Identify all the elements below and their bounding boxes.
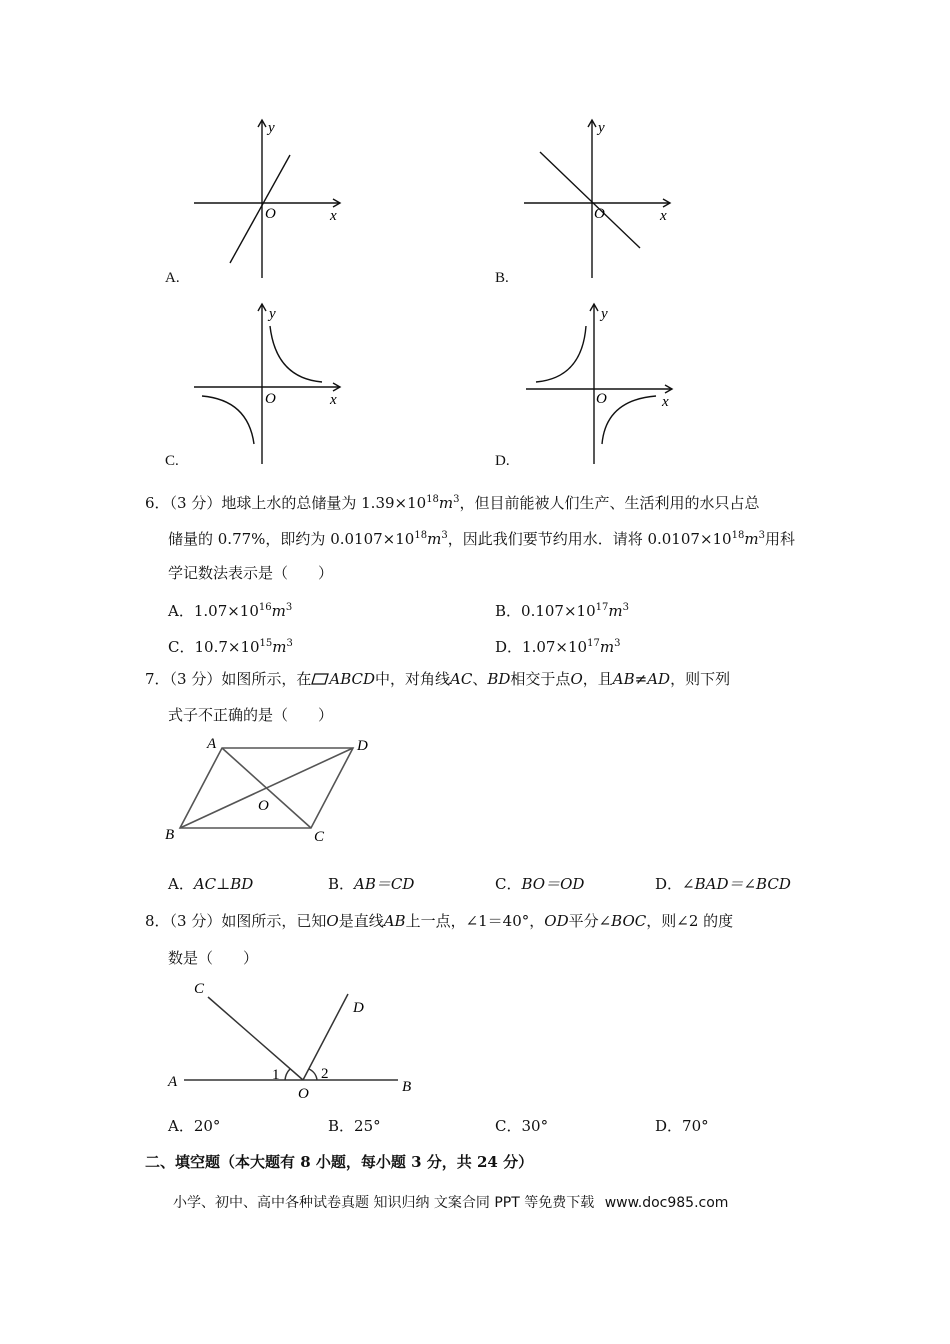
q8-line1: [145, 903, 733, 939]
graph-b-line: [540, 152, 640, 248]
option-letter: C．: [168, 638, 195, 656]
q7-score: （3 分）: [169, 670, 222, 688]
q8-text: 平分∠: [568, 912, 612, 930]
q7-line1: [145, 661, 730, 697]
graph-c-label: C.: [165, 453, 179, 469]
q7-text: 、: [472, 670, 488, 688]
graph-c-ylabel: y: [269, 306, 276, 322]
q6-unit: m: [744, 530, 759, 548]
q7-text: 相交于点: [510, 670, 571, 688]
point-o-label: O: [258, 798, 269, 814]
q6-line3: 学记数法表示是（ ）: [168, 564, 334, 582]
option-letter: B．: [495, 602, 522, 620]
q7-text: ，则下列: [670, 670, 731, 688]
q6-unit: m: [438, 494, 454, 512]
angle-1-label: 1: [272, 1067, 280, 1083]
option-unit: m: [272, 638, 287, 656]
q7-parallelogram-figure: [160, 732, 390, 847]
q8-text: 是直线: [338, 912, 384, 930]
q7-option-b[interactable]: [328, 866, 414, 902]
q7-option-c[interactable]: [495, 866, 584, 902]
q6-text: ，因此我们要节约用水．请将 0.0107×10: [447, 530, 732, 548]
q8-line2: 数是（ ）: [168, 949, 259, 967]
graph-c-xlabel: x: [330, 392, 337, 408]
graph-b-origin: O: [594, 206, 605, 222]
point-d-label: D: [357, 738, 368, 754]
graph-d-xlabel: x: [662, 394, 669, 410]
q6-exp: 18: [731, 530, 745, 541]
option-unit-exp: 3: [622, 602, 629, 613]
graph-d-curve-upper: [536, 326, 586, 382]
q6-text: ，但目前能被人们生产、生活利用的水只占总: [459, 494, 760, 512]
graph-c-curve-lower: [202, 396, 254, 444]
q6-option-b[interactable]: [495, 590, 629, 629]
option-letter: B．: [328, 1117, 355, 1135]
option-exp: 17: [587, 638, 600, 649]
option-exp: 15: [259, 638, 273, 649]
graph-b-label: B.: [495, 270, 509, 286]
graph-b: [510, 110, 690, 285]
q6-line2: [168, 518, 795, 557]
graph-c-origin: O: [265, 391, 276, 407]
option-unit: m: [271, 602, 286, 620]
q8-math: AB: [383, 912, 406, 930]
option-mantissa: 10.7×10: [194, 638, 260, 656]
option-letter: D．: [495, 638, 523, 656]
option-letter: A．: [168, 1117, 194, 1135]
q6-unit-exp: 3: [758, 530, 765, 541]
option-text: AC⊥BD: [193, 875, 254, 893]
option-text: 70°: [682, 1117, 709, 1135]
option-text: 30°: [521, 1117, 549, 1135]
option-mantissa: 1.07×10: [193, 602, 259, 620]
q6-line1: [145, 482, 760, 521]
graph-d-ylabel: y: [601, 306, 608, 322]
option-letter: D．: [655, 1117, 683, 1135]
option-mantissa: 0.107×10: [521, 602, 596, 620]
q7-math: AC: [450, 670, 473, 688]
q8-option-a[interactable]: [168, 1108, 220, 1144]
q8-text: 如图所示，已知: [221, 912, 327, 930]
graph-b-ylabel: y: [598, 120, 605, 136]
option-mantissa: 1.07×10: [522, 638, 588, 656]
q7-math: BD: [487, 670, 511, 688]
q6-score: （3 分）: [169, 494, 222, 512]
angle-1-arc: [285, 1069, 290, 1080]
ray-oc: [208, 997, 303, 1080]
section-2-title: 二、填空题（本大题有 8 小题，每小题 3 分，共 24 分）: [145, 1153, 534, 1171]
q6-unit: m: [427, 530, 442, 548]
q7-math: O: [570, 670, 583, 688]
q7-math: ABCD: [329, 670, 376, 688]
q8-option-c[interactable]: [495, 1108, 548, 1144]
option-text: ∠BAD＝∠BCD: [682, 875, 791, 893]
option-unit: m: [599, 638, 615, 656]
point-o-label: O: [298, 1086, 309, 1102]
q7-math: AB≠AD: [612, 670, 671, 688]
q6-unit-exp: 3: [441, 530, 448, 541]
graph-a-label: A.: [165, 270, 180, 286]
graph-d-origin: O: [596, 391, 607, 407]
angle-2-arc: [309, 1069, 317, 1080]
q8-text: ，则∠2 的度: [646, 912, 734, 930]
graph-a-line: [230, 155, 290, 263]
q8-option-d[interactable]: [655, 1108, 709, 1144]
q8-math: OD: [544, 912, 569, 930]
graph-d-label: D.: [495, 453, 510, 469]
option-unit-exp: 3: [286, 638, 293, 649]
q7-option-a[interactable]: [168, 866, 253, 902]
q8-score: （3 分）: [169, 912, 222, 930]
graph-a-ylabel: y: [268, 120, 275, 136]
footer: [173, 1192, 728, 1212]
diagonal-bd: [180, 748, 353, 828]
option-letter: A．: [168, 875, 194, 893]
option-text: 25°: [354, 1117, 381, 1135]
option-letter: D．: [655, 875, 683, 893]
option-unit: m: [608, 602, 623, 620]
point-b-label: B: [165, 827, 175, 843]
option-unit-exp: 3: [614, 638, 621, 649]
graph-a-origin: O: [265, 206, 276, 222]
graph-c-curve-upper: [270, 326, 322, 382]
q6-text: 地球上水的总储量为 1.39×10: [221, 494, 427, 512]
q7-number: 7．: [145, 670, 170, 688]
option-letter: C．: [495, 875, 522, 893]
q6-option-a[interactable]: [168, 590, 292, 629]
point-a-label: A: [207, 736, 217, 752]
graph-a: [180, 110, 360, 285]
option-text: 20°: [193, 1117, 221, 1135]
point-c-label: C: [194, 981, 205, 997]
q7-text: 中，对角线: [375, 670, 451, 688]
option-unit-exp: 3: [285, 602, 293, 613]
parallelogram-symbol-icon: [311, 673, 329, 685]
graph-a-xlabel: x: [330, 208, 337, 224]
option-exp: 17: [595, 602, 609, 613]
point-b-label: B: [402, 1079, 412, 1095]
graph-b-xlabel: x: [660, 208, 667, 224]
graph-d-curve-lower: [602, 396, 656, 444]
q6-option-c[interactable]: [168, 626, 293, 665]
option-exp: 16: [258, 602, 272, 613]
q7-line2: 式子不正确的是（ ）: [168, 706, 334, 724]
q7-text: ，且: [582, 670, 613, 688]
q8-option-b[interactable]: [328, 1108, 381, 1144]
q6-exp: 18: [414, 530, 428, 541]
option-text: BO＝OD: [521, 875, 585, 893]
q8-angle-figure: [160, 975, 430, 1105]
q6-number: 6．: [145, 494, 170, 512]
footer-text: 小学、初中、高中各种试卷真题 知识归纳 文案合同 PPT 等免费下载: [173, 1195, 595, 1211]
q8-text: 上一点，∠1＝40°，: [405, 912, 545, 930]
q8-number: 8．: [145, 912, 170, 930]
q6-unit-exp: 3: [453, 494, 460, 505]
q8-math: BOC: [611, 912, 647, 930]
q6-option-d[interactable]: [495, 626, 620, 665]
q7-text: 如图所示，在: [221, 670, 312, 688]
q6-text: 用科: [764, 530, 795, 548]
point-d-label: D: [353, 1000, 364, 1016]
footer-url[interactable]: www.doc985.com: [604, 1195, 729, 1211]
angle-2-label: 2: [321, 1066, 329, 1082]
q6-exp: 18: [426, 494, 439, 505]
q8-math: O: [326, 912, 339, 930]
option-letter: B．: [328, 875, 355, 893]
option-letter: C．: [495, 1117, 522, 1135]
q7-option-d[interactable]: [655, 866, 791, 902]
point-c-label: C: [314, 829, 325, 845]
graph-d: [512, 296, 692, 471]
q6-text: 储量的 0.77%，即约为 0.0107×10: [168, 530, 415, 548]
graph-c: [180, 296, 360, 471]
point-a-label: A: [168, 1074, 178, 1090]
option-letter: A．: [168, 602, 194, 620]
option-text: AB＝CD: [354, 875, 415, 893]
